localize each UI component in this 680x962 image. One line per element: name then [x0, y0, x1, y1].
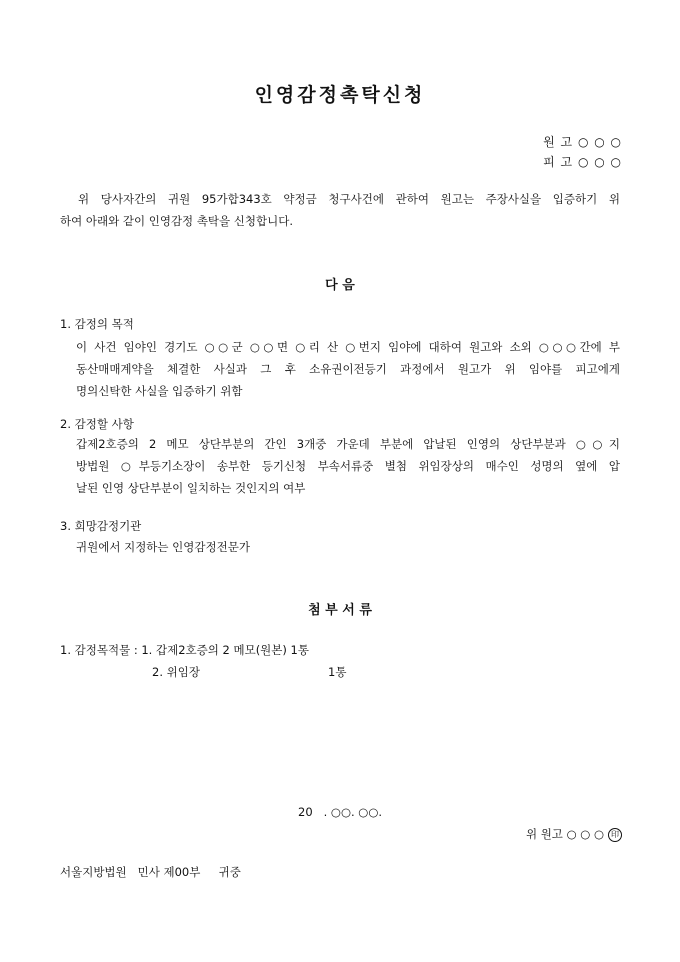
da-eum-heading: 다 음: [325, 278, 355, 293]
section-1-body: [76, 336, 620, 402]
document-title: 인영감정촉탁신청: [254, 84, 426, 106]
attachment-item-2-name: 2. 위임장: [152, 665, 200, 679]
section-3-title: 3. 희망감정기관: [60, 519, 142, 533]
attachment-item-2-count: 1통: [328, 665, 347, 679]
signature-line: [526, 826, 622, 842]
court-addressee: 서울지방법원 민사 제00부 귀중: [60, 865, 241, 879]
section-2-line: 날된 인영 상단부분이 일치하는 것인지의 여부: [76, 481, 306, 495]
section-2-title: 2. 감정할 사항: [60, 417, 134, 431]
section-2-body: [76, 433, 620, 499]
defendant-line: 피 고 ○ ○ ○: [543, 155, 622, 169]
attachment-item-1: 1. 감정목적물 : 1. 갑제2호증의 2 메모(원본) 1통: [60, 643, 309, 657]
section-1-line: 동산매매계약을 체결한 사실과 그 후 소유권이전등기 과정에서 원고가 위 임야를 피고에게: [76, 362, 620, 376]
document-date: 20 . ○○. ○○.: [298, 805, 383, 819]
plaintiff-line: 원 고 ○ ○ ○: [543, 135, 622, 149]
section-2-line: 갑제2호증의 2 메모 상단부분의 간인 3개중 가운데 부분에 압날된 인영의 상단부분과 ○○지: [76, 437, 620, 451]
intro-line-2: 하여 아래와 같이 인영감정 촉탁을 신청합니다.: [60, 214, 294, 228]
section-1-line: 명의신탁한 사실을 입증하기 위함: [76, 384, 243, 398]
signature-text: 위 원고 ○ ○ ○: [525, 827, 604, 841]
intro-line-1: 위 당사자간의 귀원 95가합343호 약정금 청구사건에 관하여 원고는 주장사실을 입증하기 위: [78, 192, 620, 206]
section-2-line: 방법원 ○부등기소장이 송부한 등기신청 부속서류중 별첨 위임장상의 매수인 성명의 옆에 압: [76, 459, 620, 473]
section-3-line: 귀원에서 지정하는 인영감정전문가: [76, 540, 250, 554]
seal-icon: 印: [608, 828, 622, 842]
section-1-line: 이 사건 임야인 경기도 ○○군 ○○면 ○리 산 ○번지 임야에 대하여 원고와 소외 ○○○간에 부: [76, 340, 620, 354]
section-3-body: [76, 536, 620, 558]
attachments-heading: 첨 부 서 류: [308, 603, 372, 618]
section-1-title: 1. 감정의 목적: [60, 317, 134, 331]
